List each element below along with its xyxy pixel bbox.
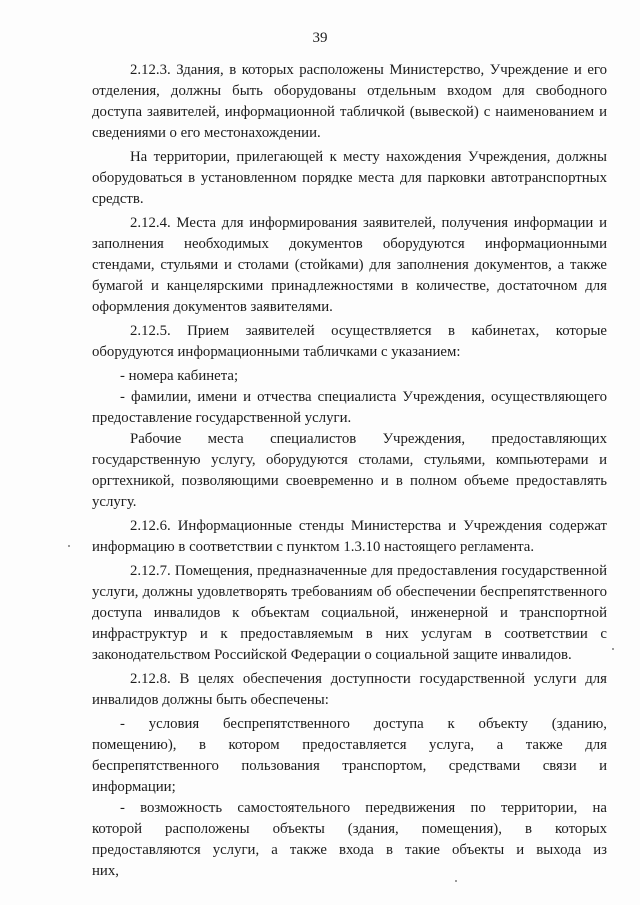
scan-speck: [68, 545, 70, 547]
paragraph-2-12-7: 2.12.7. Помещения, предназначенные для предоставления государственной услуги, должны удовлетворять требованиям об обеспечении беспрепятственного доступа инвалидов к объектам социальной, инженерной и транспортной инфраструктур и к предоставляемым в них услугам в соответствии с законодательством Российской Федерации о социальной защите инвалидов.: [92, 563, 607, 663]
list-item-movement: - возможность самостоятельного передвижения по территории, на которой расположены объекты (здания, помещения), в которых предоставляются услуги, а также входа в такие объекты и выхода из них,: [92, 800, 607, 879]
paragraph-2-12-8: 2.12.8. В целях обеспечения доступности государственной услуги для инвалидов должны быть обеспечены:: [92, 671, 607, 708]
scan-speck: [455, 880, 457, 882]
paragraph-2-12-4: 2.12.4. Места для информирования заявителей, получения информации и заполнения необходимых документов оборудуются информационными стендами, стульями и столами (стойками) для заполнения документов, а также бумагой и канцелярскими принадлежностями в количестве, достаточном для оформления документов заявителями.: [92, 215, 607, 315]
paragraph-2-12-5: 2.12.5. Прием заявителей осуществляется в кабинетах, которые оборудуются информационными табличками с указанием:: [92, 323, 607, 360]
scan-speck: [612, 648, 614, 650]
paragraph-workplaces: Рабочие места специалистов Учреждения, предоставляющих государственную услугу, оборудуются столами, стульями, компьютерами и оргтехникой, позволяющими своевременно и в полном объеме предоставлять услугу.: [92, 431, 607, 510]
list-item-specialist-name: - фамилии, имени и отчества специалиста Учреждения, осуществляющего предоставление государственной услуги.: [92, 389, 607, 426]
document-body: [92, 60, 607, 882]
page-number: 39: [312, 30, 328, 46]
list-item-access-conditions: - условия беспрепятственного доступа к объекту (зданию, помещению), в котором предоставляется услуга, а также для беспрепятственного пользования транспортом, средствами связи и информации;: [92, 716, 607, 795]
paragraph-2-12-6: 2.12.6. Информационные стенды Министерства и Учреждения содержат информацию в соответствии с пунктом 1.3.10 настоящего регламента.: [92, 518, 607, 555]
paragraph-2-12-3: 2.12.3. Здания, в которых расположены Министерство, Учреждение и его отделения, должны быть оборудованы отдельным входом для свободного доступа заявителей, информационной табличкой (вывеской) с наименованием и сведениями о его местонахождении.: [92, 62, 607, 141]
list-item-room-number: - номера кабинета;: [120, 368, 239, 384]
paragraph-parking: На территории, прилегающей к месту нахождения Учреждения, должны оборудоваться в установленном порядке места для парковки автотранспортных средств.: [92, 149, 607, 207]
